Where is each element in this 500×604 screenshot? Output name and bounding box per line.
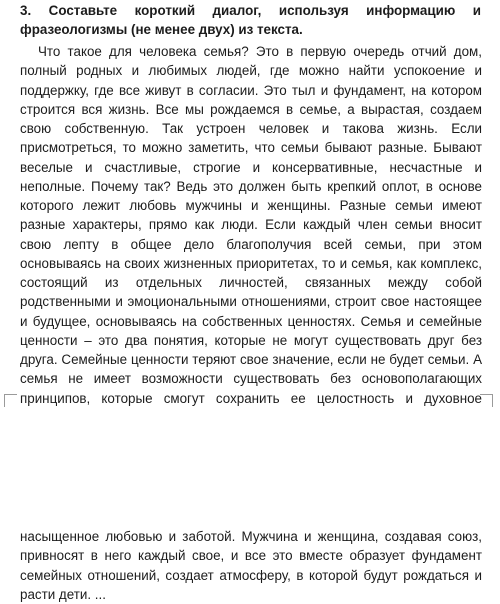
- passage-part-1: Что такое для человека семья? Это в первую очередь отчий дом, полный родных и любимых людей, где можно найти успокоение и поддержку, где все живут в согласии. Это тыл и фундамент, на котором строится вся жизнь. Все мы рождаемся в семье, а вырастая, создаем свою собственную. Так устроен человек и такова жизнь. Если присмотреться, то можно заметить, что семьи бывают разные. Бывают веселые и счастливые, строгие и консервативные, несчастные и неполные. Почему так? Ведь это должен быть крепкий оплот, в основе которого лежит любовь мужчины и женщины. Разные семьи имеют разные характеры, прямо как люди. Если каждый член семьи вносит свою лепту в общее дело благополучия всей семьи, при этом основываясь на своих жизненных приоритетах, то и семья, как комплекс, состоящий из отдельных личностей, связанных между собой родственными и эмоциональными отношениями, строит свое настоящее и будущее, основываясь на собственных ценностях. Семья и семейные ценности – это два понятия, которые не могут существовать друг без друга. Семейные ценности теряют свое значение, если не будет семьи. А семья не имеет возможности существовать без основополагающих принципов, которые смогут сохранить ее целостность и духовное: [20, 44, 482, 406]
- page-gap: [0, 408, 500, 516]
- document-page-bottom: [0, 516, 500, 604]
- passage-part-2: насыщенное любовью и заботой. Мужчина и женщина, создавая союз, привносят в него каждый свое, и все это вместе образует фундамент семейных отношений, создает атмосферу, в которой будут рождаться и расти дети. ...: [20, 529, 482, 602]
- page-corner-mark-top-right: [480, 394, 493, 407]
- task-instruction: 3. Составьте короткий диалог, используя информацию и фразеологизмы (не менее двух) из текста.: [20, 3, 481, 37]
- page-corner-mark-top-left: [4, 394, 17, 407]
